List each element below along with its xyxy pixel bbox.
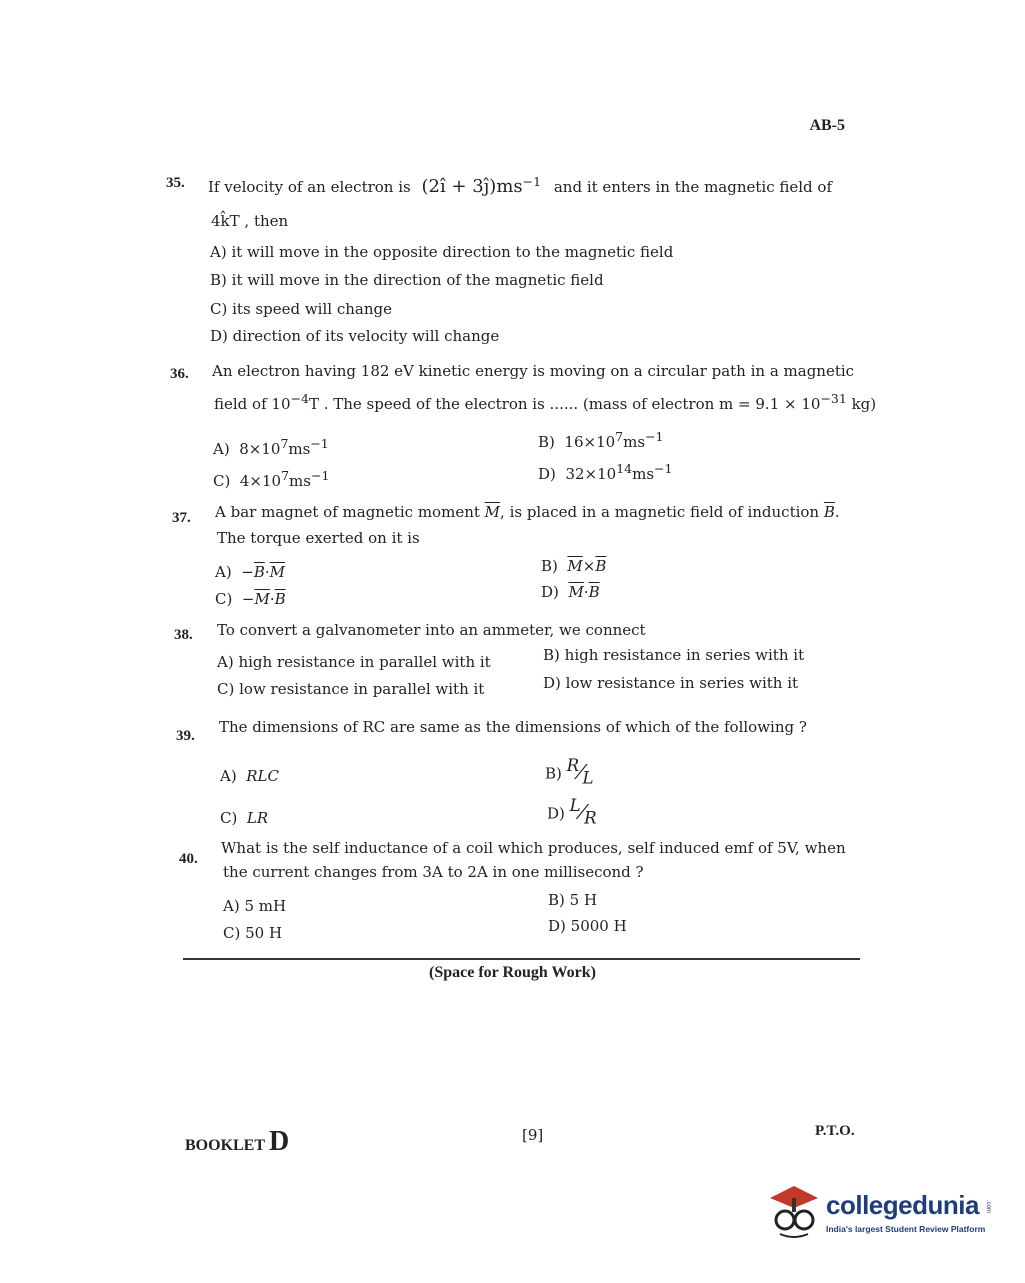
question-number: 36.	[170, 366, 189, 382]
option-d: D) 5000 H	[548, 917, 627, 935]
option-c: C) low resistance in parallel with it	[217, 680, 485, 698]
rough-work-label: (Space for Rough Work)	[429, 964, 596, 981]
option-a: A) it will move in the opposite direction to the magnetic field	[210, 243, 674, 261]
option-d: D) direction of its velocity will change	[210, 327, 500, 345]
option-b: B) $\overline{M}\times\overline{B}$	[541, 557, 607, 575]
booklet-label: BOOKLET D	[185, 1126, 290, 1157]
logo-suffix: .com	[985, 1200, 991, 1214]
option-a: A) high resistance in parallel with it	[217, 653, 491, 671]
option-b: B) $^R⁄_L$	[545, 756, 594, 788]
question-number: 38.	[174, 627, 193, 643]
logo-tagline: India's largest Student Review Platform	[826, 1224, 986, 1234]
pto-label: P.T.O.	[815, 1123, 855, 1139]
question-text-line2: The torque exerted on it is	[217, 529, 420, 547]
collegedunia-logo-icon	[766, 1180, 824, 1240]
question-number: 37.	[172, 510, 191, 526]
question-text-line2: field of $10^{-4}T$ . The speed of the electron is ...... (mass of electron $m = 9.1 \times 10^{-31}$ kg)	[214, 391, 877, 413]
paper-code: AB-5	[809, 117, 845, 134]
option-a: A) $8\times 10^7ms^{-1}$	[213, 436, 329, 458]
option-b: B) $16\times 10^7ms^{-1}$	[538, 429, 664, 451]
question-text: An electron having 182 eV kinetic energy is moving on a circular path in a magnetic	[212, 362, 855, 380]
option-c: C) LR	[220, 809, 269, 827]
option-a: A) 5 mH	[223, 897, 287, 915]
option-c: $C) -\overline{M}\cdot\overline{B}$	[215, 590, 286, 608]
option-c: C) $4\times 10^7ms^{-1}$	[213, 468, 330, 490]
option-b: B) it will move in the direction of the magnetic field	[210, 271, 604, 289]
question-text: What is the self inductance of a coil which produces, self induced emf of 5V, when	[221, 839, 846, 857]
question-text-line2: the current changes from 3A to 2A in one millisecond ?	[223, 863, 644, 881]
question-text-line2: 4k̂T , then	[211, 212, 289, 230]
logo-name: collegedunia	[826, 1190, 979, 1220]
question-number: 35.	[166, 175, 185, 191]
option-c: C) 50 H	[223, 924, 283, 942]
option-a: A) RLC	[220, 767, 279, 785]
option-c: C) its speed will change	[210, 300, 392, 318]
question-text: To convert a galvanometer into an ammeter, we connect	[217, 621, 646, 639]
option-d: D) $^L⁄_R$	[547, 796, 597, 828]
question-number: 39.	[176, 728, 195, 744]
option-b: B) 5 H	[548, 891, 598, 909]
option-b: B) high resistance in series with it	[543, 646, 805, 664]
page-number: [9]	[522, 1126, 544, 1144]
divider-line	[183, 958, 860, 960]
question-text: The dimensions of RC are same as the dimensions of which of the following ?	[219, 718, 807, 736]
option-d: D) low resistance in series with it	[543, 674, 799, 692]
question-text: A bar magnet of magnetic moment $\overline{M}$, is placed in a magnetic field of induction $\overline{B}$.	[215, 503, 840, 521]
option-d: D) $\overline{M}\cdot\overline{B}$	[541, 583, 600, 601]
option-d: D) $32\times 10^{14}ms^{-1}$	[538, 461, 673, 483]
question-text: If velocity of an electron is (2î + $3ĵ)ms^{-1}$ and it enters in the magnetic field of	[208, 174, 832, 197]
option-a: $A) -\overline{B}\cdot\overline{M}$	[215, 563, 285, 581]
question-number: 40.	[179, 851, 198, 867]
